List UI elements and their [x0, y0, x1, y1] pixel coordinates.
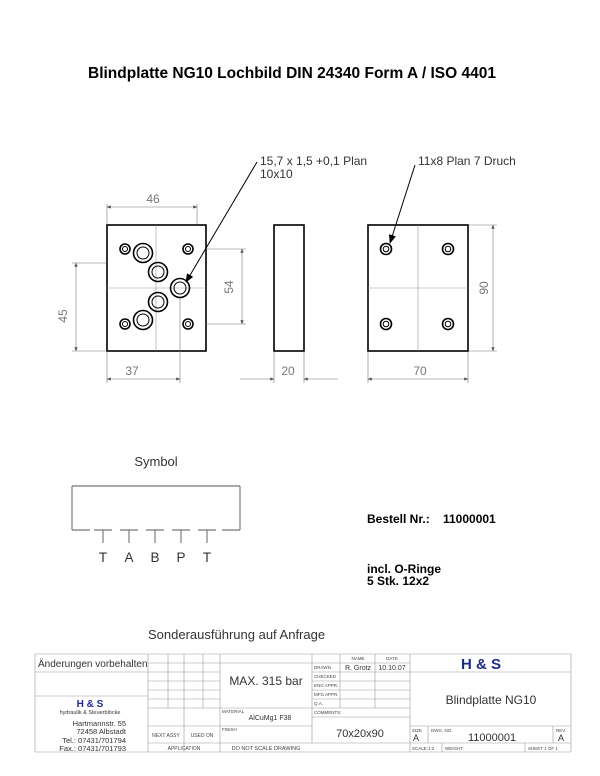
front-callout-line2: 10x10	[260, 167, 293, 181]
lbl-comments: COMMENTS:	[314, 710, 342, 715]
port-label-B: B	[150, 550, 160, 565]
sheet-number: SHEET 1 OF 1	[528, 746, 558, 751]
company-name: H & S	[76, 699, 104, 710]
material: AlCuMg1 F38	[248, 715, 292, 722]
order-label: Bestell Nr.:	[367, 512, 430, 526]
hydraulic-symbol	[72, 454, 240, 565]
dim-54: 54	[222, 280, 236, 294]
dim-45: 45	[56, 309, 70, 323]
hdr-date: DATE	[386, 656, 398, 661]
front-port-holes	[134, 244, 190, 330]
dwg-no: 11000001	[467, 732, 517, 744]
lbl-size: SIZE	[412, 728, 423, 733]
max-pressure: MAX. 315 bar	[229, 674, 303, 688]
application: APPLICATION	[167, 746, 201, 752]
symbol-label: Symbol	[134, 454, 178, 469]
order-number: 11000001	[443, 512, 496, 526]
size: A	[413, 733, 420, 743]
do-not-scale: DO NOT SCALE DRAWING	[231, 746, 301, 752]
lbl-qa: Q.A.	[314, 701, 324, 706]
lbl-finish: FINISH	[222, 727, 237, 732]
lbl-material: MATERIAL	[222, 709, 245, 714]
port-label-T1: T	[98, 550, 108, 565]
lbl-eng-appr: ENG APPR.	[314, 683, 339, 688]
dim-90: 90	[477, 281, 491, 295]
front-callout-line1: 15,7 x 1,5 +0,1 Plan	[260, 154, 368, 168]
company-tel: Tel.: 07431/701794	[62, 736, 126, 745]
note-line2: 5 Stk. 12x2	[367, 574, 430, 588]
dim-37: 37	[125, 364, 139, 378]
back-callout: 11x8 Plan 7 Druch	[418, 154, 516, 168]
drawn-name: R. Grotz	[344, 665, 372, 672]
hdr-name: NAME	[351, 656, 365, 661]
company-fax: Fax.: 07431/701793	[59, 744, 126, 753]
back-mounting-holes	[381, 244, 454, 330]
dim-46: 46	[146, 192, 160, 206]
company-logo: H & S	[460, 656, 502, 673]
dimensions: 70x20x90	[336, 728, 384, 740]
port-label-T2: T	[202, 550, 212, 565]
next-assy: NEXT ASSY	[152, 733, 180, 739]
scale: SCALE:1:2	[412, 746, 435, 751]
special-note: Sonderausführung auf Anfrage	[148, 627, 326, 642]
dim-70: 70	[413, 364, 427, 378]
company-address2: 72458 Albstadt	[76, 727, 126, 736]
company-address1: Hartmannstr. 55	[72, 719, 126, 728]
dim-20: 20	[281, 364, 295, 378]
front-view	[56, 154, 367, 383]
rev: A	[558, 733, 565, 743]
lbl-dwg-no: DWG. NO.	[431, 728, 453, 733]
drawn-date: 10.10.07	[378, 665, 406, 672]
lbl-rev: REV.	[556, 728, 567, 733]
lbl-drawn: DRAWN	[314, 665, 331, 670]
front-mounting-holes	[120, 244, 193, 329]
part-title: Blindplatte NG10	[445, 693, 537, 707]
company-subtitle: hydraulik & Steuerblöcke	[59, 710, 121, 716]
used-on: USED ON	[190, 733, 214, 739]
note-line1: incl. O-Ringe	[367, 562, 442, 576]
weight: WEIGHT:	[445, 746, 464, 751]
lbl-checked: CHECKED	[314, 674, 337, 679]
port-label-A: A	[124, 550, 134, 565]
port-label-P: P	[176, 550, 186, 565]
side-view-outline	[274, 225, 304, 351]
side-view	[240, 225, 338, 383]
back-view	[368, 154, 516, 383]
lbl-mfg-appr: MFG APPR.	[314, 692, 339, 697]
drawing-title: Blindplatte NG10 Lochbild DIN 24340 Form A / ISO 4401	[88, 65, 496, 82]
changes-reserved: Änderungen vorbehalten	[38, 659, 148, 670]
